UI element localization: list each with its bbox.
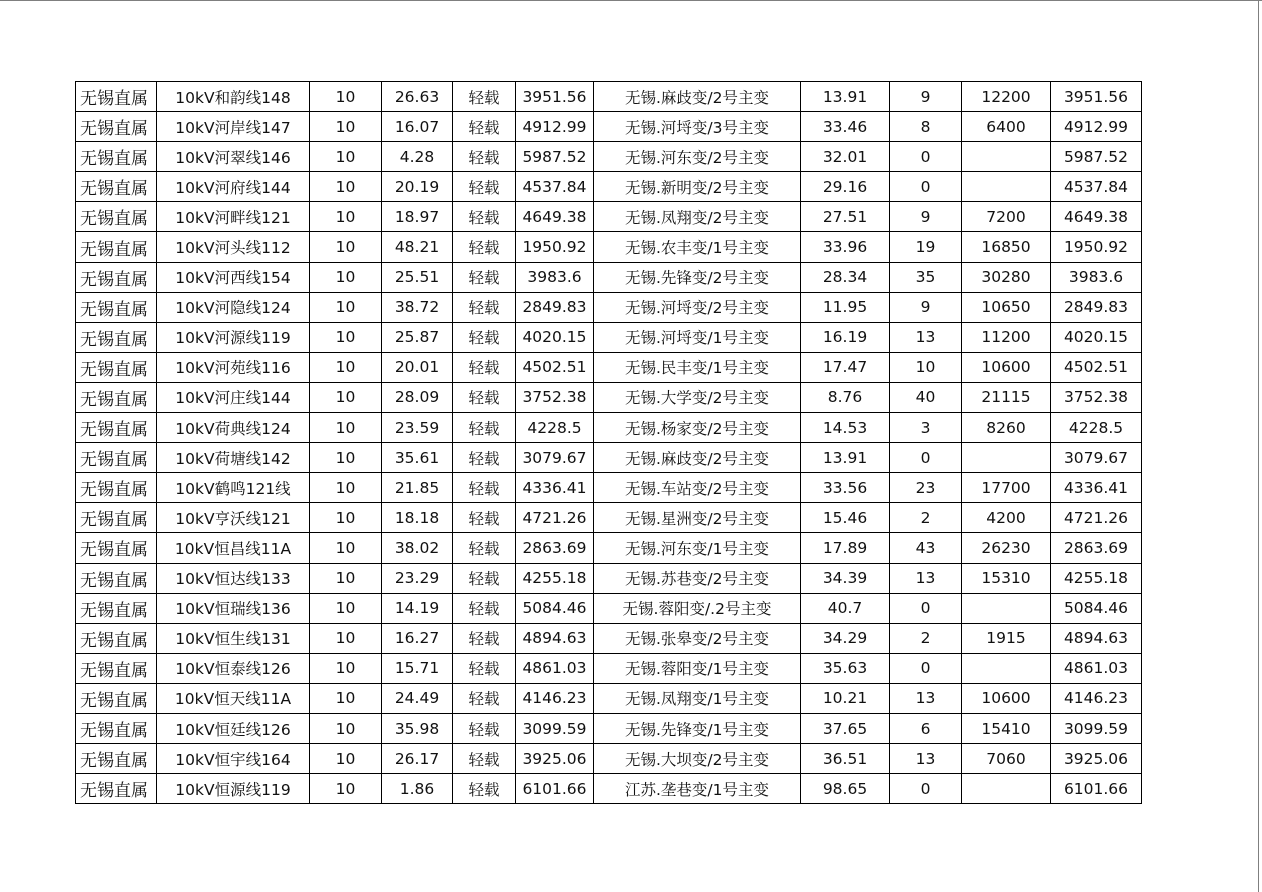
voltage-cell: 10	[310, 563, 382, 593]
transformer-cell: 无锡.民丰变/1号主变	[594, 352, 801, 382]
voltage-cell: 10	[310, 683, 382, 713]
count-cell: 0	[890, 593, 962, 623]
count-cell: 23	[890, 473, 962, 503]
status-cell: 轻载	[453, 172, 516, 202]
capacity-sum-cell: 17700	[962, 473, 1051, 503]
margin-cell: 4228.5	[1051, 413, 1142, 443]
margin-cell: 4537.84	[1051, 172, 1142, 202]
transformer-load-cell: 27.51	[801, 202, 890, 232]
line-name-cell: 10kV恒宇线164	[157, 744, 310, 774]
capacity-sum-cell: 15310	[962, 563, 1051, 593]
table-row	[76, 82, 1142, 112]
status-cell: 轻载	[453, 202, 516, 232]
company-cell: 无锡直属	[76, 503, 157, 533]
status-cell: 轻载	[453, 292, 516, 322]
load-rate-cell: 24.49	[382, 683, 453, 713]
margin-cell: 4020.15	[1051, 322, 1142, 352]
capacity-cell: 4861.03	[516, 653, 594, 683]
count-cell: 40	[890, 382, 962, 412]
count-cell: 35	[890, 262, 962, 292]
capacity-sum-cell: 6400	[962, 112, 1051, 142]
feeder-load-table	[75, 81, 1142, 804]
table-row	[76, 202, 1142, 232]
line-name-cell: 10kV恒生线131	[157, 623, 310, 653]
capacity-cell: 3099.59	[516, 713, 594, 743]
status-cell: 轻载	[453, 593, 516, 623]
load-rate-cell: 26.63	[382, 82, 453, 112]
count-cell: 10	[890, 352, 962, 382]
transformer-cell: 无锡.河埒变/3号主变	[594, 112, 801, 142]
capacity-sum-cell: 10650	[962, 292, 1051, 322]
transformer-load-cell: 40.7	[801, 593, 890, 623]
margin-cell: 4146.23	[1051, 683, 1142, 713]
company-cell: 无锡直属	[76, 292, 157, 322]
transformer-cell: 无锡.先锋变/2号主变	[594, 262, 801, 292]
count-cell: 3	[890, 413, 962, 443]
transformer-cell: 无锡.农丰变/1号主变	[594, 232, 801, 262]
status-cell: 轻载	[453, 563, 516, 593]
capacity-cell: 4537.84	[516, 172, 594, 202]
load-rate-cell: 16.27	[382, 623, 453, 653]
count-cell: 9	[890, 82, 962, 112]
status-cell: 轻载	[453, 352, 516, 382]
table-row	[76, 413, 1142, 443]
status-cell: 轻载	[453, 142, 516, 172]
status-cell: 轻载	[453, 533, 516, 563]
company-cell: 无锡直属	[76, 473, 157, 503]
voltage-cell: 10	[310, 172, 382, 202]
margin-cell: 3925.06	[1051, 744, 1142, 774]
load-rate-cell: 35.61	[382, 443, 453, 473]
margin-cell: 2863.69	[1051, 533, 1142, 563]
status-cell: 轻载	[453, 112, 516, 142]
capacity-cell: 4228.5	[516, 413, 594, 443]
transformer-load-cell: 37.65	[801, 713, 890, 743]
margin-cell: 2849.83	[1051, 292, 1142, 322]
line-name-cell: 10kV河翠线146	[157, 142, 310, 172]
status-cell: 轻载	[453, 473, 516, 503]
table-row	[76, 322, 1142, 352]
table-row	[76, 262, 1142, 292]
line-name-cell: 10kV亨沃线121	[157, 503, 310, 533]
transformer-cell: 无锡.蓉阳变/.2号主变	[594, 593, 801, 623]
transformer-load-cell: 35.63	[801, 653, 890, 683]
capacity-sum-cell: 10600	[962, 683, 1051, 713]
capacity-sum-cell: 15410	[962, 713, 1051, 743]
table-row	[76, 774, 1142, 804]
table-row	[76, 352, 1142, 382]
load-rate-cell: 18.18	[382, 503, 453, 533]
margin-cell: 4894.63	[1051, 623, 1142, 653]
transformer-cell: 无锡.杨家变/2号主变	[594, 413, 801, 443]
capacity-sum-cell	[962, 142, 1051, 172]
count-cell: 9	[890, 202, 962, 232]
line-name-cell: 10kV河苑线116	[157, 352, 310, 382]
company-cell: 无锡直属	[76, 713, 157, 743]
transformer-load-cell: 13.91	[801, 82, 890, 112]
table-row	[76, 142, 1142, 172]
line-name-cell: 10kV恒泰线126	[157, 653, 310, 683]
status-cell: 轻载	[453, 382, 516, 412]
status-cell: 轻载	[453, 82, 516, 112]
capacity-sum-cell: 16850	[962, 232, 1051, 262]
load-rate-cell: 23.29	[382, 563, 453, 593]
transformer-load-cell: 14.53	[801, 413, 890, 443]
voltage-cell: 10	[310, 623, 382, 653]
load-rate-cell: 20.01	[382, 352, 453, 382]
line-name-cell: 10kV恒天线11A	[157, 683, 310, 713]
transformer-cell: 无锡.凤翔变/1号主变	[594, 683, 801, 713]
line-name-cell: 10kV河西线154	[157, 262, 310, 292]
margin-cell: 3752.38	[1051, 382, 1142, 412]
line-name-cell: 10kV河头线112	[157, 232, 310, 262]
load-rate-cell: 21.85	[382, 473, 453, 503]
load-rate-cell: 16.07	[382, 112, 453, 142]
load-rate-cell: 1.86	[382, 774, 453, 804]
voltage-cell: 10	[310, 593, 382, 623]
margin-cell: 4912.99	[1051, 112, 1142, 142]
load-rate-cell: 14.19	[382, 593, 453, 623]
transformer-load-cell: 17.47	[801, 352, 890, 382]
capacity-sum-cell: 7200	[962, 202, 1051, 232]
load-rate-cell: 35.98	[382, 713, 453, 743]
table-row	[76, 533, 1142, 563]
transformer-cell: 无锡.大坝变/2号主变	[594, 744, 801, 774]
load-rate-cell: 20.19	[382, 172, 453, 202]
transformer-cell: 江苏.垄巷变/1号主变	[594, 774, 801, 804]
margin-cell: 3951.56	[1051, 82, 1142, 112]
status-cell: 轻载	[453, 413, 516, 443]
capacity-sum-cell	[962, 443, 1051, 473]
company-cell: 无锡直属	[76, 322, 157, 352]
status-cell: 轻载	[453, 744, 516, 774]
count-cell: 2	[890, 503, 962, 533]
table-row	[76, 744, 1142, 774]
load-rate-cell: 25.51	[382, 262, 453, 292]
line-name-cell: 10kV河府线144	[157, 172, 310, 202]
count-cell: 13	[890, 563, 962, 593]
count-cell: 0	[890, 443, 962, 473]
capacity-sum-cell: 11200	[962, 322, 1051, 352]
status-cell: 轻载	[453, 443, 516, 473]
margin-cell: 5084.46	[1051, 593, 1142, 623]
line-name-cell: 10kV恒源线119	[157, 774, 310, 804]
line-name-cell: 10kV恒达线133	[157, 563, 310, 593]
company-cell: 无锡直属	[76, 443, 157, 473]
line-name-cell: 10kV河岸线147	[157, 112, 310, 142]
table-row	[76, 683, 1142, 713]
capacity-cell: 1950.92	[516, 232, 594, 262]
capacity-cell: 3752.38	[516, 382, 594, 412]
capacity-sum-cell: 7060	[962, 744, 1051, 774]
load-rate-cell: 38.02	[382, 533, 453, 563]
voltage-cell: 10	[310, 413, 382, 443]
capacity-cell: 4502.51	[516, 352, 594, 382]
count-cell: 13	[890, 322, 962, 352]
margin-cell: 3983.6	[1051, 262, 1142, 292]
company-cell: 无锡直属	[76, 413, 157, 443]
transformer-load-cell: 33.46	[801, 112, 890, 142]
line-name-cell: 10kV河畔线121	[157, 202, 310, 232]
margin-cell: 4255.18	[1051, 563, 1142, 593]
capacity-sum-cell: 21115	[962, 382, 1051, 412]
transformer-load-cell: 28.34	[801, 262, 890, 292]
load-rate-cell: 38.72	[382, 292, 453, 322]
transformer-cell: 无锡.麻歧变/2号主变	[594, 443, 801, 473]
company-cell: 无锡直属	[76, 382, 157, 412]
table-row	[76, 112, 1142, 142]
voltage-cell: 10	[310, 352, 382, 382]
voltage-cell: 10	[310, 713, 382, 743]
load-rate-cell: 18.97	[382, 202, 453, 232]
voltage-cell: 10	[310, 774, 382, 804]
line-name-cell: 10kV恒瑞线136	[157, 593, 310, 623]
table-row	[76, 232, 1142, 262]
count-cell: 13	[890, 683, 962, 713]
line-name-cell: 10kV荷典线124	[157, 413, 310, 443]
capacity-cell: 4020.15	[516, 322, 594, 352]
count-cell: 0	[890, 172, 962, 202]
status-cell: 轻载	[453, 683, 516, 713]
transformer-load-cell: 32.01	[801, 142, 890, 172]
table-row	[76, 623, 1142, 653]
transformer-cell: 无锡.星洲变/2号主变	[594, 503, 801, 533]
capacity-cell: 4146.23	[516, 683, 594, 713]
company-cell: 无锡直属	[76, 112, 157, 142]
page-right-border	[1258, 0, 1259, 892]
load-rate-cell: 4.28	[382, 142, 453, 172]
table-row	[76, 713, 1142, 743]
count-cell: 19	[890, 232, 962, 262]
status-cell: 轻载	[453, 322, 516, 352]
load-rate-cell: 26.17	[382, 744, 453, 774]
capacity-sum-cell: 26230	[962, 533, 1051, 563]
transformer-cell: 无锡.先锋变/1号主变	[594, 713, 801, 743]
transformer-load-cell: 13.91	[801, 443, 890, 473]
transformer-cell: 无锡.凤翔变/2号主变	[594, 202, 801, 232]
transformer-cell: 无锡.麻歧变/2号主变	[594, 82, 801, 112]
capacity-sum-cell	[962, 653, 1051, 683]
capacity-cell: 4721.26	[516, 503, 594, 533]
margin-cell: 4861.03	[1051, 653, 1142, 683]
transformer-cell: 无锡.新明变/2号主变	[594, 172, 801, 202]
margin-cell: 4721.26	[1051, 503, 1142, 533]
company-cell: 无锡直属	[76, 232, 157, 262]
capacity-cell: 3925.06	[516, 744, 594, 774]
margin-cell: 6101.66	[1051, 774, 1142, 804]
load-rate-cell: 25.87	[382, 322, 453, 352]
company-cell: 无锡直属	[76, 172, 157, 202]
capacity-cell: 2849.83	[516, 292, 594, 322]
table-body	[76, 82, 1142, 804]
capacity-cell: 4912.99	[516, 112, 594, 142]
voltage-cell: 10	[310, 262, 382, 292]
company-cell: 无锡直属	[76, 202, 157, 232]
capacity-sum-cell: 1915	[962, 623, 1051, 653]
capacity-sum-cell	[962, 593, 1051, 623]
voltage-cell: 10	[310, 533, 382, 563]
status-cell: 轻载	[453, 713, 516, 743]
status-cell: 轻载	[453, 262, 516, 292]
company-cell: 无锡直属	[76, 82, 157, 112]
voltage-cell: 10	[310, 202, 382, 232]
transformer-load-cell: 8.76	[801, 382, 890, 412]
voltage-cell: 10	[310, 232, 382, 262]
voltage-cell: 10	[310, 292, 382, 322]
count-cell: 0	[890, 142, 962, 172]
transformer-cell: 无锡.大学变/2号主变	[594, 382, 801, 412]
status-cell: 轻载	[453, 653, 516, 683]
voltage-cell: 10	[310, 473, 382, 503]
table-row	[76, 563, 1142, 593]
load-rate-cell: 28.09	[382, 382, 453, 412]
voltage-cell: 10	[310, 653, 382, 683]
company-cell: 无锡直属	[76, 352, 157, 382]
voltage-cell: 10	[310, 443, 382, 473]
transformer-cell: 无锡.张皋变/2号主变	[594, 623, 801, 653]
voltage-cell: 10	[310, 744, 382, 774]
company-cell: 无锡直属	[76, 774, 157, 804]
count-cell: 0	[890, 653, 962, 683]
voltage-cell: 10	[310, 142, 382, 172]
page-top-border	[0, 0, 1262, 1]
status-cell: 轻载	[453, 623, 516, 653]
transformer-load-cell: 33.96	[801, 232, 890, 262]
margin-cell: 3079.67	[1051, 443, 1142, 473]
transformer-cell: 无锡.河东变/2号主变	[594, 142, 801, 172]
line-name-cell: 10kV河庄线144	[157, 382, 310, 412]
margin-cell: 1950.92	[1051, 232, 1142, 262]
table-row	[76, 292, 1142, 322]
table-row	[76, 172, 1142, 202]
table-row	[76, 653, 1142, 683]
capacity-cell: 5084.46	[516, 593, 594, 623]
transformer-load-cell: 17.89	[801, 533, 890, 563]
capacity-sum-cell: 30280	[962, 262, 1051, 292]
transformer-load-cell: 11.95	[801, 292, 890, 322]
margin-cell: 5987.52	[1051, 142, 1142, 172]
transformer-cell: 无锡.河东变/1号主变	[594, 533, 801, 563]
count-cell: 0	[890, 774, 962, 804]
transformer-cell: 无锡.河埒变/1号主变	[594, 322, 801, 352]
line-name-cell: 10kV恒廷线126	[157, 713, 310, 743]
line-name-cell: 10kV鹤鸣121线	[157, 473, 310, 503]
company-cell: 无锡直属	[76, 744, 157, 774]
capacity-cell: 4649.38	[516, 202, 594, 232]
capacity-cell: 3079.67	[516, 443, 594, 473]
company-cell: 无锡直属	[76, 533, 157, 563]
voltage-cell: 10	[310, 382, 382, 412]
load-rate-cell: 23.59	[382, 413, 453, 443]
capacity-cell: 6101.66	[516, 774, 594, 804]
table-row	[76, 382, 1142, 412]
table-row	[76, 443, 1142, 473]
line-name-cell: 10kV恒昌线11A	[157, 533, 310, 563]
capacity-cell: 3951.56	[516, 82, 594, 112]
transformer-load-cell: 98.65	[801, 774, 890, 804]
load-rate-cell: 15.71	[382, 653, 453, 683]
capacity-cell: 5987.52	[516, 142, 594, 172]
company-cell: 无锡直属	[76, 683, 157, 713]
capacity-sum-cell: 4200	[962, 503, 1051, 533]
count-cell: 2	[890, 623, 962, 653]
voltage-cell: 10	[310, 503, 382, 533]
capacity-sum-cell: 12200	[962, 82, 1051, 112]
count-cell: 13	[890, 744, 962, 774]
transformer-load-cell: 29.16	[801, 172, 890, 202]
transformer-load-cell: 34.29	[801, 623, 890, 653]
transformer-cell: 无锡.河埒变/2号主变	[594, 292, 801, 322]
company-cell: 无锡直属	[76, 593, 157, 623]
capacity-sum-cell: 10600	[962, 352, 1051, 382]
transformer-load-cell: 16.19	[801, 322, 890, 352]
line-name-cell: 10kV荷塘线142	[157, 443, 310, 473]
voltage-cell: 10	[310, 82, 382, 112]
transformer-load-cell: 34.39	[801, 563, 890, 593]
company-cell: 无锡直属	[76, 262, 157, 292]
capacity-cell: 4894.63	[516, 623, 594, 653]
line-name-cell: 10kV河隐线124	[157, 292, 310, 322]
transformer-load-cell: 10.21	[801, 683, 890, 713]
capacity-cell: 4336.41	[516, 473, 594, 503]
line-name-cell: 10kV河源线119	[157, 322, 310, 352]
voltage-cell: 10	[310, 112, 382, 142]
status-cell: 轻载	[453, 774, 516, 804]
count-cell: 43	[890, 533, 962, 563]
transformer-cell: 无锡.蓉阳变/1号主变	[594, 653, 801, 683]
load-rate-cell: 48.21	[382, 232, 453, 262]
margin-cell: 4336.41	[1051, 473, 1142, 503]
status-cell: 轻载	[453, 232, 516, 262]
count-cell: 9	[890, 292, 962, 322]
capacity-sum-cell: 8260	[962, 413, 1051, 443]
count-cell: 6	[890, 713, 962, 743]
table-row	[76, 503, 1142, 533]
count-cell: 8	[890, 112, 962, 142]
status-cell: 轻载	[453, 503, 516, 533]
margin-cell: 4502.51	[1051, 352, 1142, 382]
company-cell: 无锡直属	[76, 563, 157, 593]
company-cell: 无锡直属	[76, 142, 157, 172]
capacity-cell: 4255.18	[516, 563, 594, 593]
voltage-cell: 10	[310, 322, 382, 352]
capacity-cell: 2863.69	[516, 533, 594, 563]
capacity-cell: 3983.6	[516, 262, 594, 292]
transformer-load-cell: 36.51	[801, 744, 890, 774]
table-row	[76, 473, 1142, 503]
company-cell: 无锡直属	[76, 653, 157, 683]
company-cell: 无锡直属	[76, 623, 157, 653]
transformer-cell: 无锡.车站变/2号主变	[594, 473, 801, 503]
capacity-sum-cell	[962, 774, 1051, 804]
transformer-cell: 无锡.苏巷变/2号主变	[594, 563, 801, 593]
margin-cell: 4649.38	[1051, 202, 1142, 232]
line-name-cell: 10kV和韵线148	[157, 82, 310, 112]
margin-cell: 3099.59	[1051, 713, 1142, 743]
transformer-load-cell: 15.46	[801, 503, 890, 533]
transformer-load-cell: 33.56	[801, 473, 890, 503]
table-row	[76, 593, 1142, 623]
capacity-sum-cell	[962, 172, 1051, 202]
